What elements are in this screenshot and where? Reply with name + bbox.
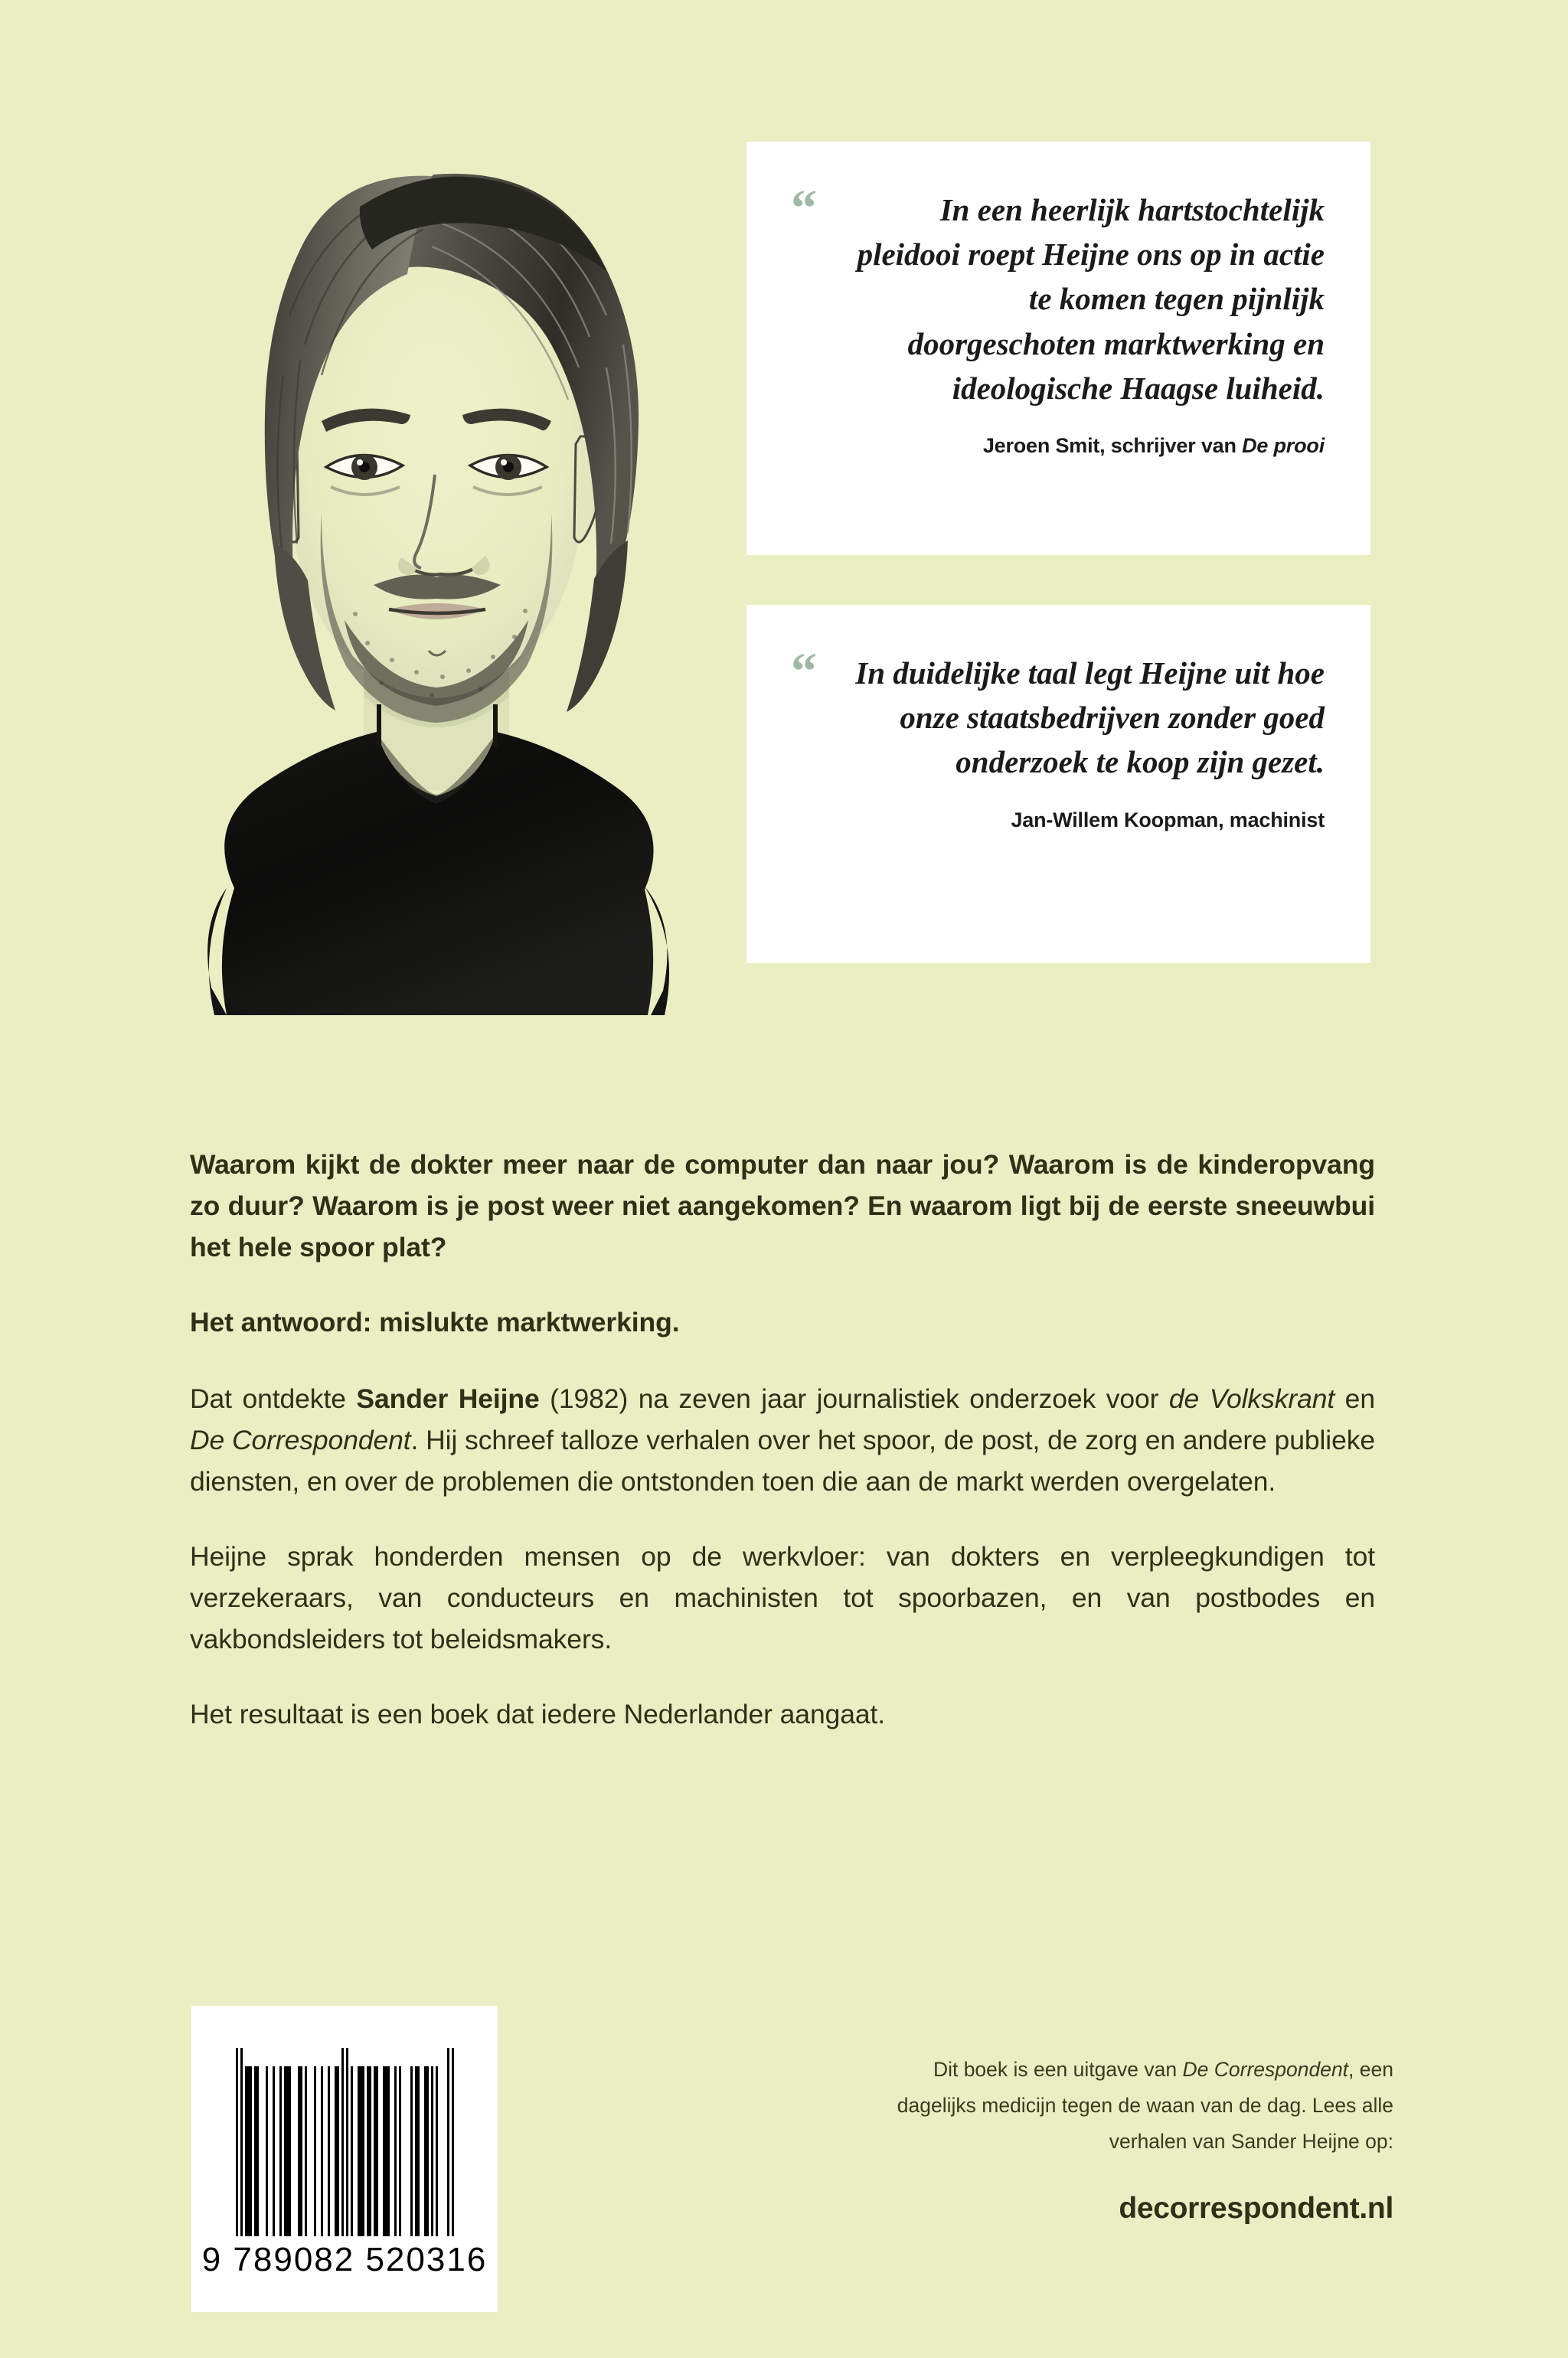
isbn-barcode xyxy=(191,2006,498,2312)
blurb-paragraph-3 xyxy=(190,1379,1375,1503)
quote-attribution-1 xyxy=(792,433,1325,458)
blurb-paragraph-2: Het antwoord: mislukte marktwerking. xyxy=(190,1306,680,1337)
quote-attribution-2-name: Jan-Willem Koopman, machinist xyxy=(1011,808,1325,831)
publisher-info xyxy=(873,2052,1393,2226)
publisher-url[interactable]: decorrespondent.nl xyxy=(1119,2192,1393,2226)
publisher-name: De Correspondent xyxy=(1182,2058,1349,2081)
quote-card-2 xyxy=(746,605,1370,963)
author-portrait-illustration xyxy=(92,115,781,1034)
blurb-paragraph-4: Heijne sprak honderden mensen op de werkvloer: van dokters en verpleegkundigen tot verzekeraars, van conducteurs en machinisten tot spoorbazen, en van postbodes en vakbondsleiders tot beleidsmakers. xyxy=(190,1540,1375,1654)
quote-card-1 xyxy=(746,142,1370,555)
quote-attribution-1-work: De prooi xyxy=(1242,434,1325,458)
quote-text-1: In een heerlijk hartstochtelijk pleidooi roept Heijne ons op in actie te komen tegen pijnlijk doorgeschoten marktwerking en ideologische Haagse luiheid. xyxy=(857,192,1325,406)
blurb-paragraph-5: Het resultaat is een boek dat iedere Nederlander aangaat. xyxy=(190,1698,886,1729)
publisher-note-part-2: , een dagelijks medicijn tegen de waan van de dag. Lees alle verhalen van Sander Heijne op: xyxy=(897,2058,1393,2154)
p3-part-2: (1982) na zeven jaar journalistiek onderzoek voor xyxy=(539,1383,1169,1414)
barcode-bars xyxy=(236,2048,454,2236)
blurb-paragraph-1: Waarom kijkt de dokter meer naar de computer dan naar jou? Waarom is de kinderopvang zo duur? Waarom is je post weer niet aangekomen? En waarom ligt bij de eerste sneeuwbui het hele spoor plat? xyxy=(190,1149,1375,1262)
quote-open-icon: “ xyxy=(791,178,817,237)
quote-attribution-2 xyxy=(792,808,1325,832)
quote-open-icon: “ xyxy=(791,642,817,700)
author-portrait xyxy=(92,115,781,1034)
publication-volkskrant: de Volkskrant xyxy=(1168,1383,1335,1414)
quote-text-2: In duidelijke taal legt Heijne uit hoe onze staatsbedrijven zonder goed onderzoek te koop zijn gezet. xyxy=(855,655,1325,780)
barcode-digits: 9 789082 520316 xyxy=(201,2241,488,2278)
blurb-text xyxy=(190,1145,1375,1735)
publisher-note xyxy=(873,2052,1393,2160)
quote-attribution-1-name: Jeroen Smit, schrijver van xyxy=(982,434,1243,458)
publication-correspondent: De Correspondent xyxy=(190,1424,411,1455)
publisher-note-part-1: Dit boek is een uitgave van xyxy=(933,2058,1183,2081)
p3-part-4: . Hij schreef talloze verhalen over het spoor, de post, de zorg en andere publieke diensten, en over de problemen die ontstonden toen die aan de markt werden overgelaten. xyxy=(190,1424,1376,1497)
p3-part-1: Dat ontdekte xyxy=(190,1383,357,1414)
p3-part-3: en xyxy=(1334,1383,1375,1414)
author-name: Sander Heijne xyxy=(356,1383,540,1414)
